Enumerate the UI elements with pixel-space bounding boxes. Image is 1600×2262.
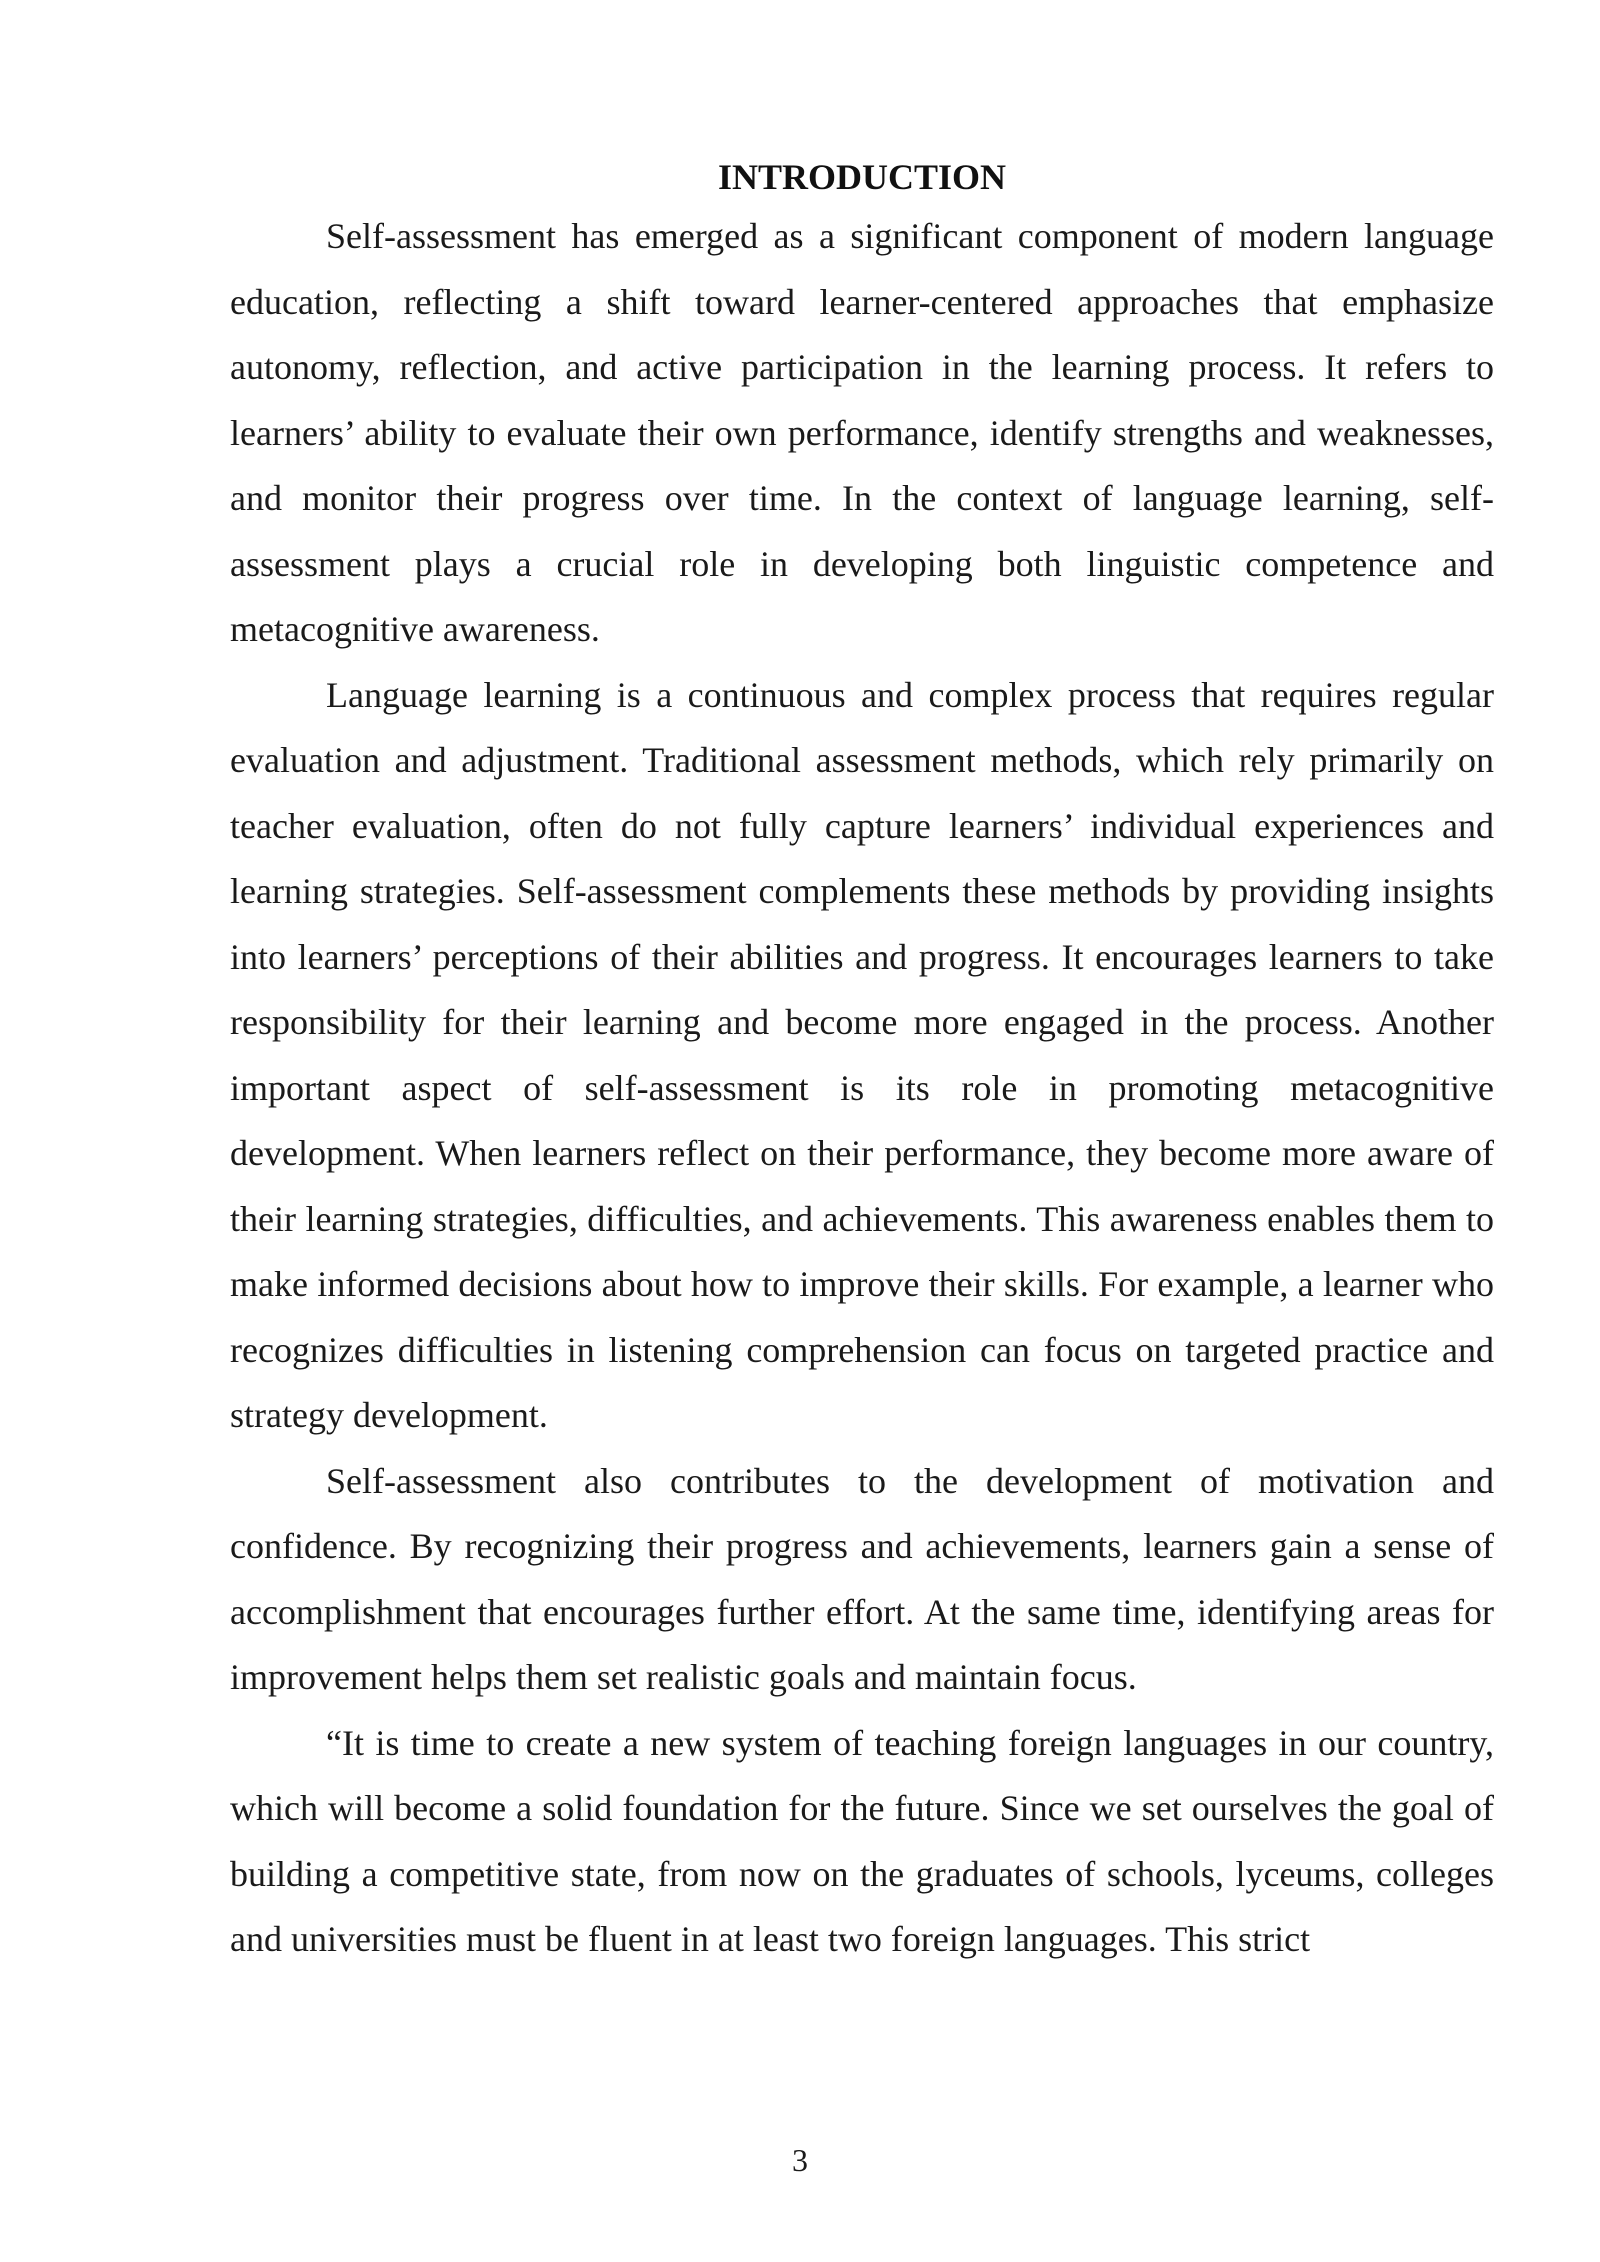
page-number: 3 xyxy=(792,2142,808,2178)
paragraph-4: “It is time to create a new system of teaching foreign languages in our country, which will become a solid foundation for the future. Since we set ourselves the goal of building a competitive state, from now on the graduates of schools, lyceums, colleges and universities must be fluent in at least two foreign languages. This strict xyxy=(230,1722,1494,1959)
page-title: INTRODUCTION xyxy=(717,157,1007,197)
paragraph-1: Self-assessment has emerged as a significant component of modern language education, reflecting a shift toward learner-centered approaches that emphasize autonomy, reflection, and active participation in the learning process. It refers to learners’ ability to evaluate their own performance, identify strengths and weaknesses, and monitor their progress over time. In the context of language learning, self-assessment plays a crucial role in developing both linguistic competence and metacognitive awareness. xyxy=(230,216,1494,649)
paragraph-2: Language learning is a continuous and complex process that requires regular evaluation and adjustment. Traditional assessment methods, which rely primarily on teacher evaluation, often do not fully capture learners’ individual experiences and learning strategies. Self-assessment complements these methods by providing insights into learners’ perceptions of their abilities and progress. It encourages learners to take responsibility for their learning and become more engaged in the process. Another important aspect of self-assessment is its role in promoting metacognitive development. When learners reflect on their performance, they become more aware of their learning strategies, difficulties, and achievements. This awareness enables them to make informed decisions about how to improve their skills. For example, a learner who recognizes difficulties in listening comprehension can focus on targeted practice and strategy development. xyxy=(230,674,1494,1435)
paragraph-3: Self-assessment also contributes to the development of motivation and confidence. By recognizing their progress and achievements, learners gain a sense of accomplishment that encourages further effort. At the same time, identifying areas for improvement helps them set realistic goals and maintain focus. xyxy=(230,1460,1494,1697)
page-content xyxy=(230,150,1494,1973)
